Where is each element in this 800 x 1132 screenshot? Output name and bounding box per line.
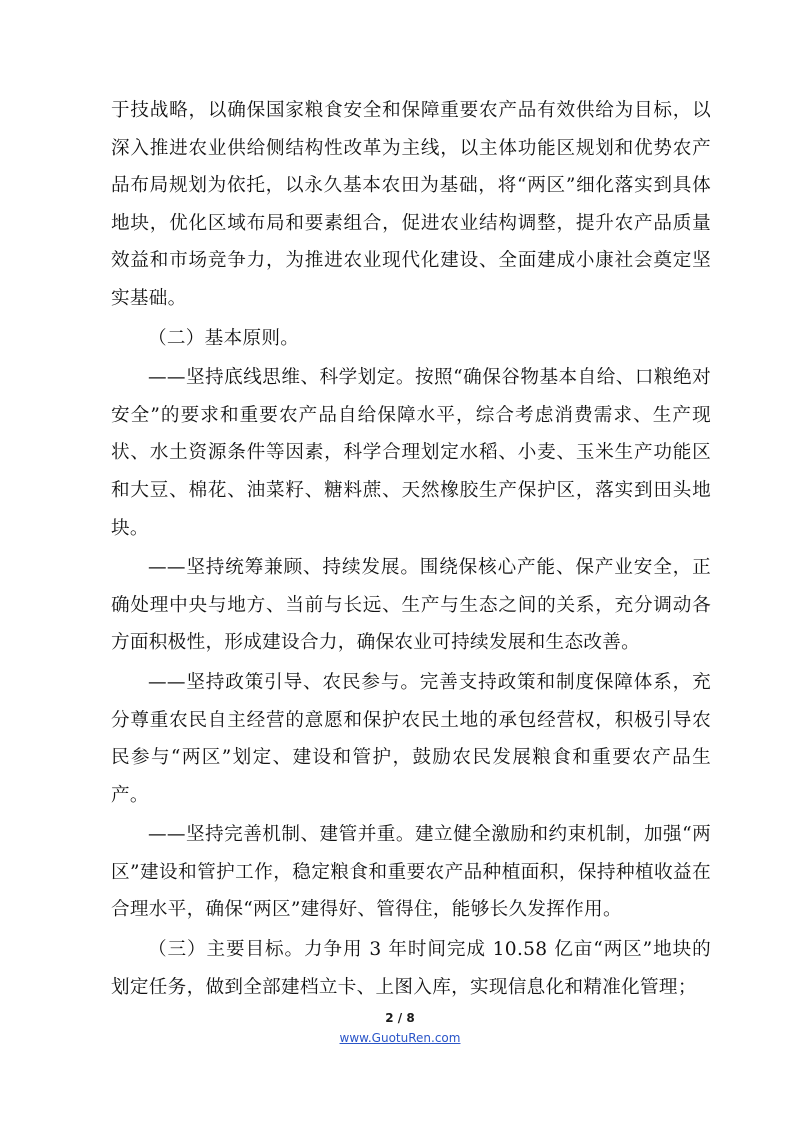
paragraph-principle-bottom-line: ——坚持底线思维、科学划定。按照“确保谷物基本自给、口粮绝对安全”的要求和重要农产品自给保障水平，综合考虑消费需求、生产现状、水土资源条件等因素，科学合理划定水稻、小麦、玉米生产功能区和大豆、棉花、油菜籽、糖料蔗、天然橡胶生产保护区，落实到田头地块。	[111, 367, 711, 539]
paragraph-principle-policy-guidance: ——坚持政策引导、农民参与。完善支持政策和制度保障体系，充分尊重农民自主经营的意愿和保护农民土地的承包经营权，积极引导农民参与“两区”划定、建设和管护，鼓励农民发展粮食和重要农产品生产。	[111, 671, 711, 806]
heading-basic-principles: （二）基本原则。	[148, 327, 300, 349]
page-number: 2 / 8	[385, 1011, 415, 1025]
paragraph-principle-mechanism: ——坚持完善机制、建管并重。建立健全激励和约束机制，加强“两区”建设和管护工作，稳定粮食和重要农产品种植面积，保持种植收益在合理水平，确保“两区”建得好、管得住，能够长久发挥作用。	[111, 824, 711, 921]
document-body	[111, 92, 711, 1008]
paragraph-main-goals: （三）主要目标。力争用 3 年时间完成 10.58 亿亩“两区”地块的划定任务，做到全部建档立卡、上图入库，实现信息化和精准化管理；	[111, 939, 711, 998]
paragraph-opening: 于技战略，以确保国家粮食安全和保障重要农产品有效供给为目标，以深入推进农业供给侧结构性改革为主线，以主体功能区规划和优势农产品布局规划为依托，以永久基本农田为基础，将“两区”细化落实到具体地块，优化区域布局和要素组合，促进农业结构调整，提升农产品质量效益和市场竞争力，为推进农业现代化建设、全面建成小康社会奠定坚实基础。	[111, 100, 711, 309]
site-link[interactable]: www.GuotuRen.com	[339, 1031, 461, 1045]
paragraph-principle-coordination: ——坚持统筹兼顾、持续发展。围绕保核心产能、保产业安全，正确处理中央与地方、当前与长远、生产与生态之间的关系，充分调动各方面积极性，形成建设合力，确保农业可持续发展和生态改善。	[111, 557, 711, 654]
